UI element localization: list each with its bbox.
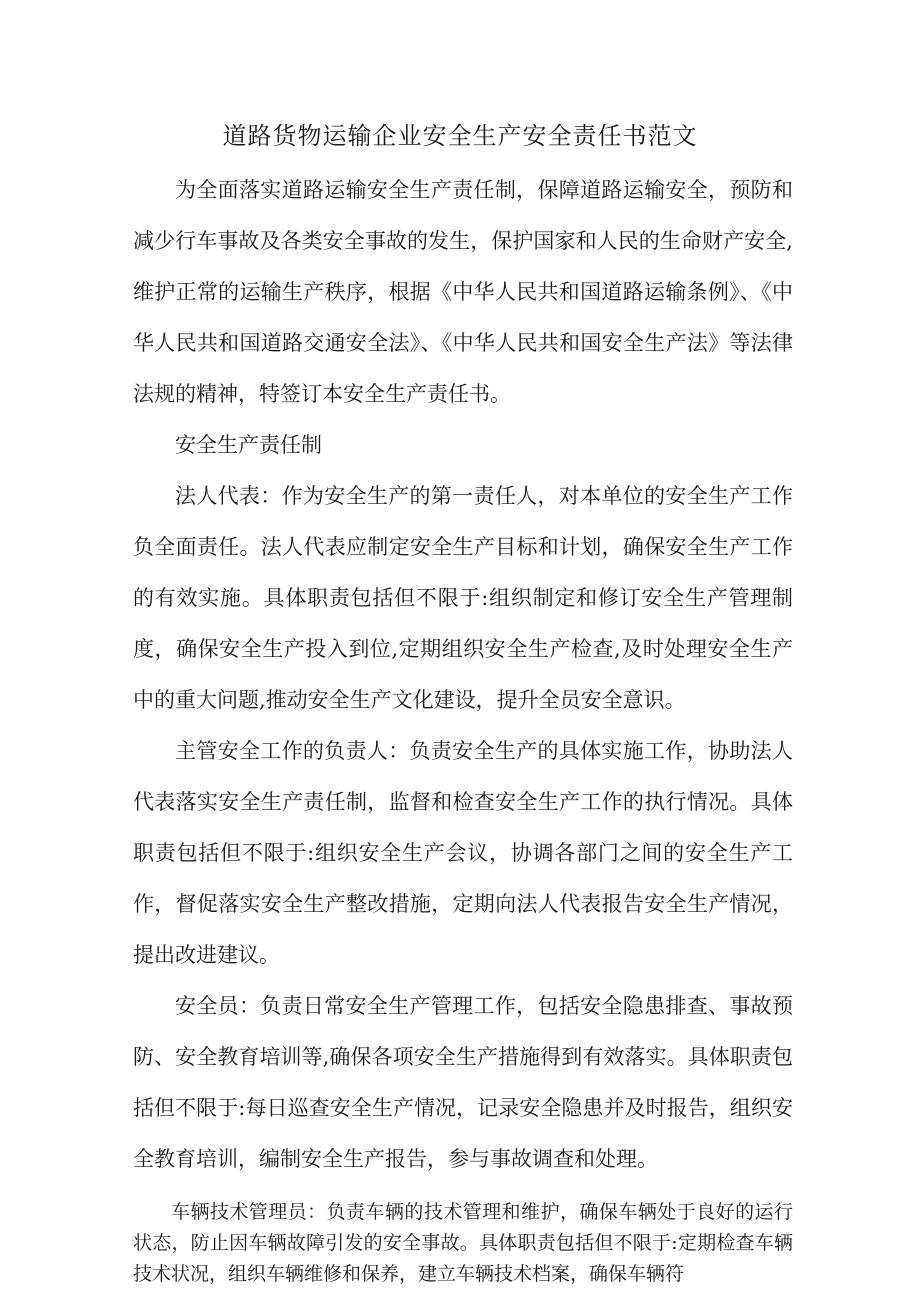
safety-officer-paragraph: 安全员：负责日常安全生产管理工作，包括安全隐患排查、事故预防、安全教育培训等,确保各项安全生产措施得到有效落实。具体职责包括但不限于:每日巡查安全生产情况，记录安全隐患并及时报告，组织安全教育培训，编制安全生产报告，参与事故调查和处理。 — [133, 994, 793, 1171]
safety-supervisor-paragraph: 主管安全工作的负责人：负责安全生产的具体实施工作，协助法人代表落实安全生产责任制，监督和检查安全生产工作的执行情况。具体职责包括但不限于:组织安全生产会议，协调各部门之间的安全生产工作，督促落实安全生产整改措施，定期向法人代表报告安全生产情况，提出改进建议。 — [133, 739, 793, 967]
document-title: 道路货物运输企业安全生产安全责任书范文 — [222, 122, 698, 150]
vehicle-technician-paragraph: 车辆技术管理员：负责车辆的技术管理和维护，确保车辆处于良好的运行状态，防止因车辆故障引发的安全事故。具体职责包括但不限于:定期检查车辆技术状况，组织车辆维修和保养，建立车辆技术档案，确保车辆符 — [133, 1201, 793, 1285]
document-body — [133, 165, 793, 1290]
legal-representative-paragraph: 法人代表：作为安全生产的第一责任人，对本单位的安全生产工作负全面责任。法人代表应制定安全生产目标和计划，确保安全生产工作的有效实施。具体职责包括但不限于:组织制定和修订安全生产管理制度，确保安全生产投入到位,定期组织安全生产检查,及时处理安全生产中的重大问题,推动安全生产文化建设，提升全员安全意识。 — [133, 484, 793, 712]
intro-paragraph: 为全面落实道路运输安全生产责任制，保障道路运输安全，预防和减少行车事故及各类安全事故的发生，保护国家和人民的生命财产安全,维护正常的运输生产秩序，根据《中华人民共和国道路运输条例》、《中华人民共和国道路交通安全法》、《中华人民共和国安全生产法》等法律法规的精神，特签订本安全生产责任书。 — [133, 178, 793, 406]
section-heading: 安全生产责任制 — [175, 433, 322, 457]
